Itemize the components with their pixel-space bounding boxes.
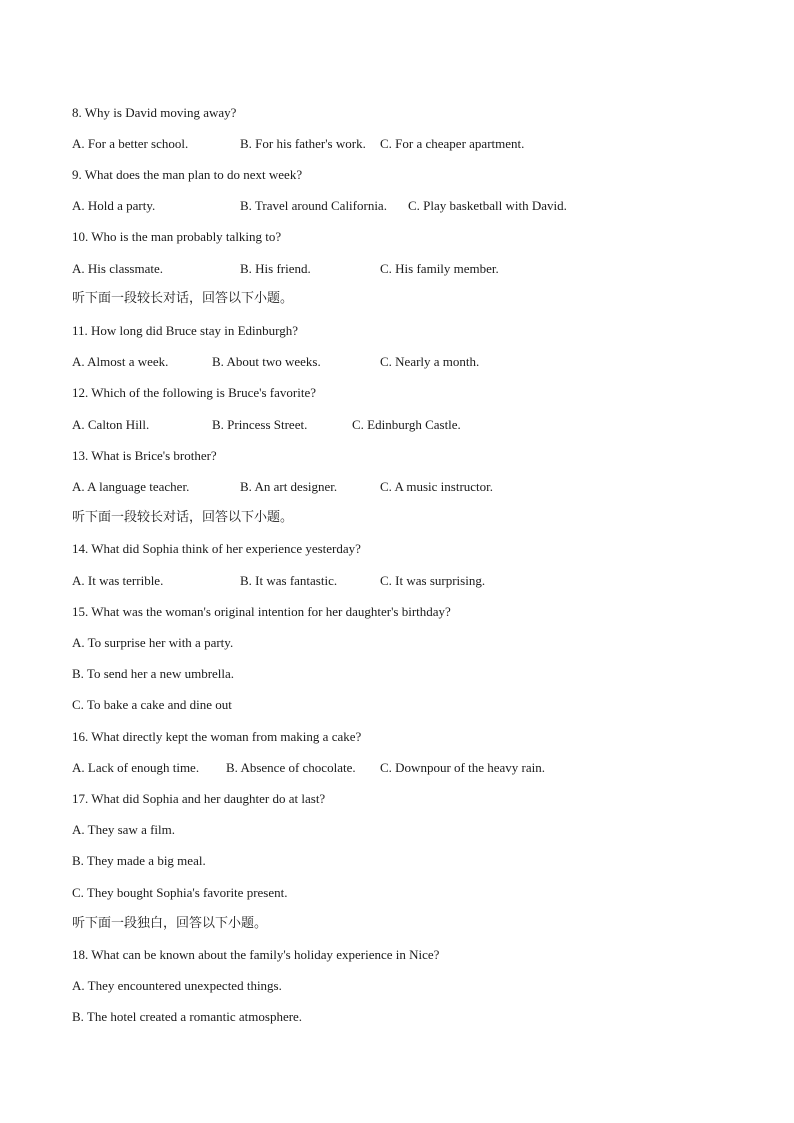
question-15-option-a: A. To surprise her with a party. xyxy=(72,635,234,650)
question-13-option-a: A. A language teacher. xyxy=(72,479,190,494)
question-18-option-b: B. The hotel created a romantic atmosphere. xyxy=(72,1009,303,1024)
section-instruction-long-dialogue-1: 听下面一段较长对话，回答以下小题。 xyxy=(72,291,294,306)
question-16-prompt: 16. What directly kept the woman from making a cake? xyxy=(72,729,362,744)
question-8-option-c: C. For a cheaper apartment. xyxy=(380,136,525,151)
question-18-prompt: 18. What can be known about the family's holiday experience in Nice? xyxy=(72,947,440,962)
question-15-prompt: 15. What was the woman's original intention for her daughter's birthday? xyxy=(72,604,451,619)
question-12-option-c: C. Edinburgh Castle. xyxy=(352,417,461,432)
question-10-option-a: A. His classmate. xyxy=(72,261,163,276)
question-11-option-c: C. Nearly a month. xyxy=(380,354,480,369)
question-18-option-a: A. They encountered unexpected things. xyxy=(72,978,282,993)
question-13-option-c: C. A music instructor. xyxy=(380,479,494,494)
question-10-option-b: B. His friend. xyxy=(240,261,311,276)
question-14-options xyxy=(72,573,722,589)
question-11-option-b: B. About two weeks. xyxy=(212,354,321,369)
question-9-options xyxy=(72,198,722,214)
question-11-prompt: 11. How long did Bruce stay in Edinburgh? xyxy=(72,323,299,338)
question-12-options xyxy=(72,417,722,433)
question-12-option-b: B. Princess Street. xyxy=(212,417,308,432)
question-15-option-b: B. To send her a new umbrella. xyxy=(72,666,235,681)
question-11-option-a: A. Almost a week. xyxy=(72,354,169,369)
question-8-prompt: 8. Why is David moving away? xyxy=(72,105,237,120)
question-13-prompt: 13. What is Brice's brother? xyxy=(72,448,217,463)
question-17-option-a: A. They saw a film. xyxy=(72,822,176,837)
question-17-option-c: C. They bought Sophia's favorite present. xyxy=(72,885,288,900)
question-10-prompt: 10. Who is the man probably talking to? xyxy=(72,229,282,244)
question-9-option-b: B. Travel around California. xyxy=(240,198,387,213)
question-9-prompt: 9. What does the man plan to do next week? xyxy=(72,167,303,182)
section-instruction-long-dialogue-2: 听下面一段较长对话，回答以下小题。 xyxy=(72,510,294,525)
question-10-option-c: C. His family member. xyxy=(380,261,499,276)
question-14-option-a: A. It was terrible. xyxy=(72,573,164,588)
question-9-option-a: A. Hold a party. xyxy=(72,198,156,213)
question-15-option-c: C. To bake a cake and dine out xyxy=(72,697,232,712)
question-8-options xyxy=(72,136,722,152)
question-10-options xyxy=(72,261,722,277)
question-13-options xyxy=(72,479,722,495)
question-14-option-b: B. It was fantastic. xyxy=(240,573,338,588)
question-16-option-b: B. Absence of chocolate. xyxy=(226,760,356,775)
question-11-options xyxy=(72,354,722,370)
question-17-option-b: B. They made a big meal. xyxy=(72,853,206,868)
question-8-option-a: A. For a better school. xyxy=(72,136,189,151)
question-17-prompt: 17. What did Sophia and her daughter do at last? xyxy=(72,791,326,806)
question-16-option-c: C. Downpour of the heavy rain. xyxy=(380,760,545,775)
question-13-option-b: B. An art designer. xyxy=(240,479,338,494)
question-8-option-b: B. For his father's work. xyxy=(240,136,366,151)
question-12-prompt: 12. Which of the following is Bruce's favorite? xyxy=(72,385,316,400)
question-9-option-c: C. Play basketball with David. xyxy=(408,198,567,213)
question-14-prompt: 14. What did Sophia think of her experience yesterday? xyxy=(72,541,361,556)
section-instruction-monologue: 听下面一段独白，回答以下小题。 xyxy=(72,916,268,931)
question-16-option-a: A. Lack of enough time. xyxy=(72,760,200,775)
question-14-option-c: C. It was surprising. xyxy=(380,573,486,588)
question-16-options xyxy=(72,760,722,776)
question-12-option-a: A. Calton Hill. xyxy=(72,417,150,432)
